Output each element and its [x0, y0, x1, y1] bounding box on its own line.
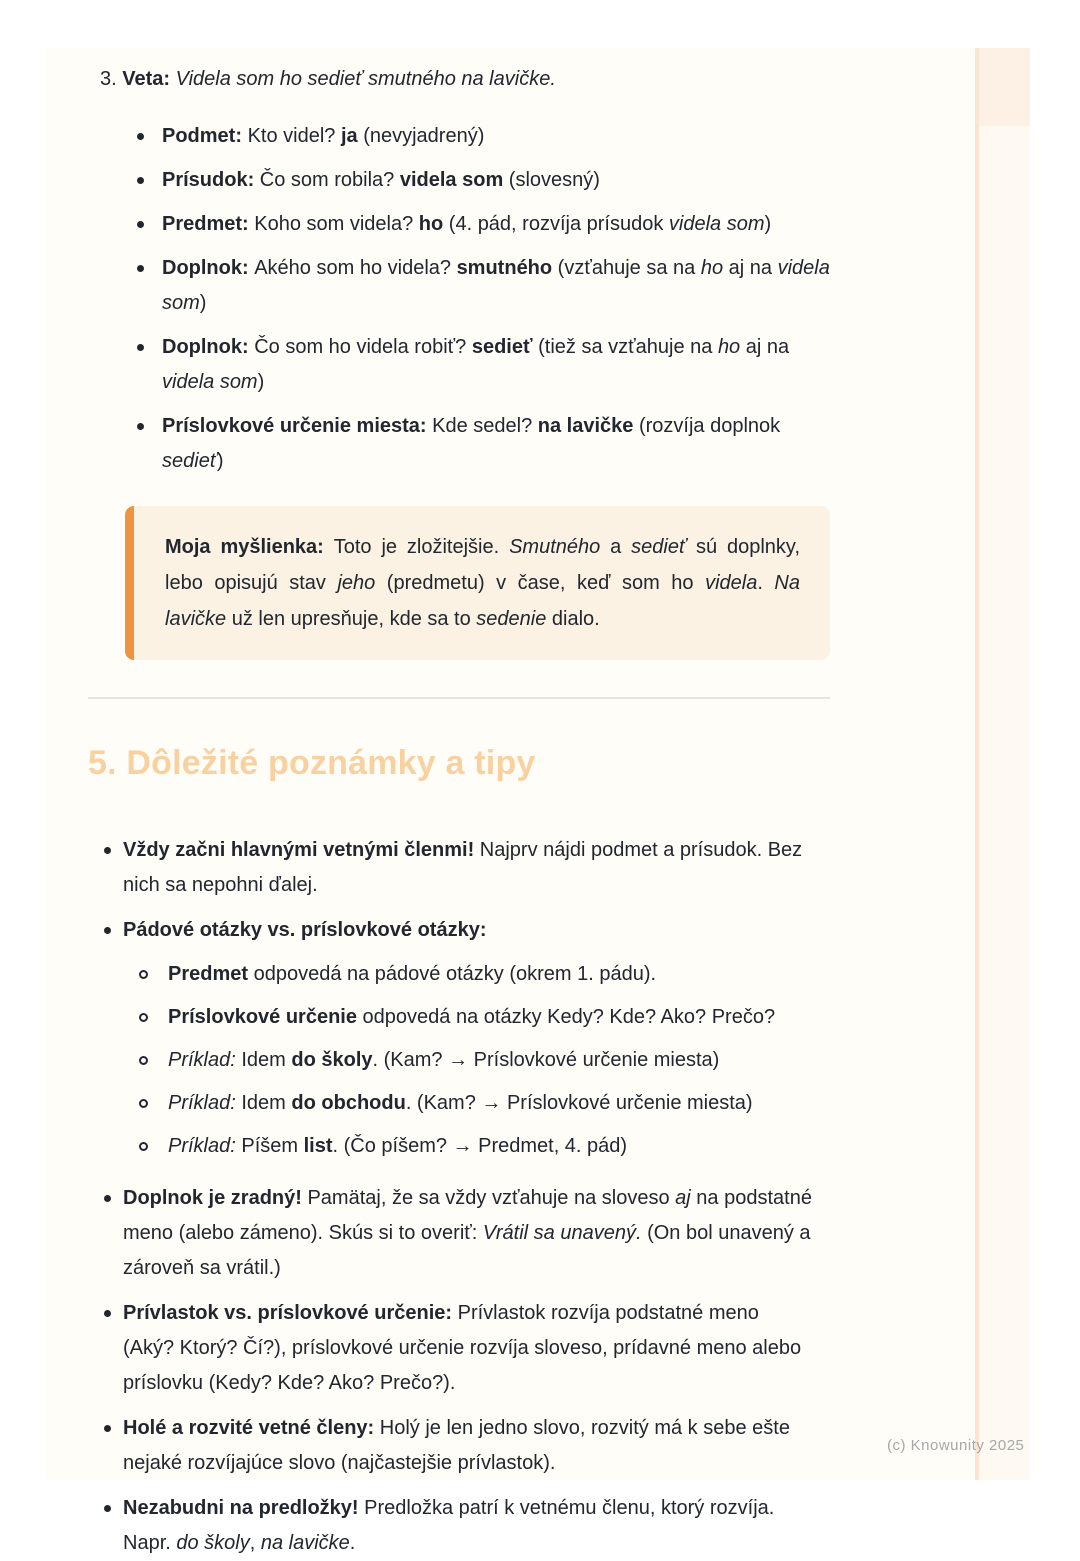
text-run: Predložka patrí k vetnému členu, ktorý rozvíja. Napr. — [123, 1497, 775, 1554]
text-run: videla som — [162, 257, 830, 314]
text-run: Akého som ho videla? — [254, 257, 457, 279]
text-run: Predmet: — [162, 213, 255, 235]
text-run: ho — [717, 336, 741, 358]
text-run: sedenie — [476, 608, 547, 630]
copyright-watermark: (c) Knowunity 2025 — [887, 1437, 1025, 1454]
text-run: Pamätaj, že sa vždy vzťahuje na sloveso — [301, 1187, 676, 1209]
text-run: odpovedá na pádové otázky (okrem 1. pádu). — [248, 963, 657, 985]
list-item — [123, 1491, 813, 1561]
text-run: . (Čo píšem? → Predmet, 4. pád) — [332, 1135, 628, 1157]
text-run: aj — [675, 1187, 691, 1209]
text-run: Koho som videla? — [254, 213, 419, 235]
text-run: na lavičke — [260, 1532, 350, 1554]
sentence-analysis-list — [88, 119, 830, 479]
text-run: sedieť — [631, 536, 687, 558]
text-run: Doplnok: — [162, 336, 255, 358]
section-divider — [88, 697, 830, 699]
text-run: na lavičke — [537, 415, 634, 437]
text-run: Prísudok: — [162, 169, 260, 191]
text-run: sú doplnky, lebo opisujú stav — [165, 536, 801, 594]
text-run: videla som — [668, 213, 765, 235]
text-run: a — [600, 536, 632, 558]
sub-list — [123, 957, 813, 1164]
sub-list-item — [168, 1043, 808, 1078]
text-run: Kde sedel? — [432, 415, 538, 437]
text-run: Na lavičke — [165, 572, 800, 630]
text-run: . — [757, 572, 775, 594]
text-run: Príslovkové určenie — [168, 1006, 357, 1028]
page-edge-strip-top — [979, 48, 1030, 126]
text-run: aj na — [740, 336, 790, 358]
text-run: jeho — [337, 572, 376, 594]
text-run: Smutného — [509, 536, 601, 558]
text-run: Toto je zložitejšie. — [333, 536, 510, 558]
section-heading: 5. Dôležité poznámky a tipy — [88, 744, 536, 782]
text-run: Pádové otázky vs. príslovkové otázky: — [123, 919, 487, 941]
text-run: Príklad: — [168, 1135, 236, 1157]
text-run: (tiež sa vzťahuje na — [532, 336, 718, 358]
page-edge-strip — [975, 48, 1030, 1480]
text-run: na podstatné meno (alebo zámeno). Skús si to overiť: — [123, 1187, 812, 1244]
text-run: ho — [700, 257, 724, 279]
text-run: Čo som ho videla robiť? — [254, 336, 472, 358]
text-run: (predmetu) v čase, keď som ho — [375, 572, 706, 594]
text-run: Píšem — [235, 1135, 304, 1157]
text-run: (vzťahuje sa na — [552, 257, 701, 279]
text-run: odpovedá na otázky Kedy? Kde? Ako? Prečo? — [356, 1006, 776, 1028]
text-run: videla som — [162, 371, 258, 393]
text-run: Príklad: — [168, 1049, 236, 1071]
text-run: videla som — [399, 169, 504, 191]
list-item — [162, 163, 830, 198]
text-run: Moja myšlienka: — [165, 536, 334, 558]
text-run: ) — [257, 371, 265, 393]
sub-list-item — [168, 1086, 808, 1121]
list-item — [162, 207, 830, 242]
text-run: Idem — [235, 1092, 292, 1114]
text-run: , — [249, 1532, 261, 1554]
list-item — [162, 330, 830, 400]
text-run: Predmet — [168, 963, 249, 985]
text-run: Doplnok je zradný! — [123, 1187, 302, 1209]
text-run: Videla som ho sedieť smutného na lavičke. — [175, 68, 556, 90]
text-run: Holé a rozvité vetné členy: — [123, 1417, 375, 1439]
sub-list-item — [168, 1129, 808, 1164]
list-item — [123, 1181, 813, 1286]
text-run: do školy — [291, 1049, 373, 1071]
text-run: ) — [216, 450, 224, 472]
text-run: do obchodu — [291, 1092, 406, 1114]
text-run: Najprv nájdi podmet a prísudok. Bez nich sa nepohni ďalej. — [123, 839, 803, 896]
text-run: (nevyjadrený) — [357, 125, 485, 147]
text-run: Príklad: — [168, 1092, 236, 1114]
sub-list-item — [168, 957, 808, 992]
text-run: Idem — [235, 1049, 292, 1071]
text-run: . — [349, 1532, 356, 1554]
text-run: Doplnok: — [162, 257, 255, 279]
text-run: Holý je len jedno slovo, rozvitý má k sebe ešte nejaké rozvíjajúce slovo (najčastejšie prívlastok). — [123, 1417, 790, 1474]
text-run: ) — [199, 292, 207, 314]
text-run: Veta: — [122, 68, 176, 90]
text-run: ho — [418, 213, 444, 235]
text-run: Vždy začni hlavnými vetnými členmi! — [123, 839, 475, 861]
list-item — [162, 409, 830, 479]
sub-list-item — [168, 1000, 808, 1035]
callout-text — [165, 529, 800, 637]
text-run: do školy — [176, 1532, 250, 1554]
text-run: Prívlastok rozvíja podstatné meno (Aký? Ktorý? Čí?), príslovkové určenie rozvíja sloveso, prídavné meno alebo príslovku (Kedy? Kde? Ako? Prečo?). — [123, 1302, 802, 1394]
text-run: videla — [705, 572, 758, 594]
text-run: smutného — [456, 257, 553, 279]
text-run: dialo. — [546, 608, 600, 630]
text-run: . (Kam? → Príslovkové určenie miesta) — [405, 1092, 753, 1114]
text-run: ) — [764, 213, 772, 235]
text-run: Nezabudni na predložky! — [123, 1497, 359, 1519]
page-content — [45, 48, 830, 1561]
text-run: list — [303, 1135, 333, 1157]
text-run: už len upresňuje, kde sa to — [226, 608, 477, 630]
text-run: aj na — [723, 257, 778, 279]
list-item — [123, 913, 813, 1164]
list-item — [123, 1296, 813, 1401]
text-run: Čo som robila? — [259, 169, 400, 191]
numbered-sentence — [100, 62, 830, 97]
text-run: sedieť — [162, 450, 217, 472]
text-run: Príslovkové určenie miesta: — [162, 415, 433, 437]
text-run: Kto videl? — [247, 125, 341, 147]
text-run: (slovesný) — [503, 169, 600, 191]
text-run: Prívlastok vs. príslovkové určenie: — [123, 1302, 453, 1324]
text-run: (4. pád, rozvíja prísudok — [443, 213, 669, 235]
text-run: . (Kam? → Príslovkové určenie miesta) — [372, 1049, 720, 1071]
list-item — [123, 833, 813, 903]
list-item — [162, 119, 830, 154]
text-run: 3. — [100, 68, 123, 90]
tips-list — [88, 833, 830, 1561]
text-run: sedieť — [471, 336, 533, 358]
list-item — [162, 251, 830, 321]
text-run: ja — [340, 125, 358, 147]
text-run: (rozvíja doplnok — [633, 415, 781, 437]
callout-note — [125, 506, 830, 660]
text-run: (On bol unavený a zároveň sa vrátil.) — [123, 1222, 811, 1279]
document-page — [45, 48, 1030, 1554]
text-run: Podmet: — [162, 125, 248, 147]
text-run: Vrátil sa unavený. — [482, 1222, 642, 1244]
list-item — [123, 1411, 813, 1481]
